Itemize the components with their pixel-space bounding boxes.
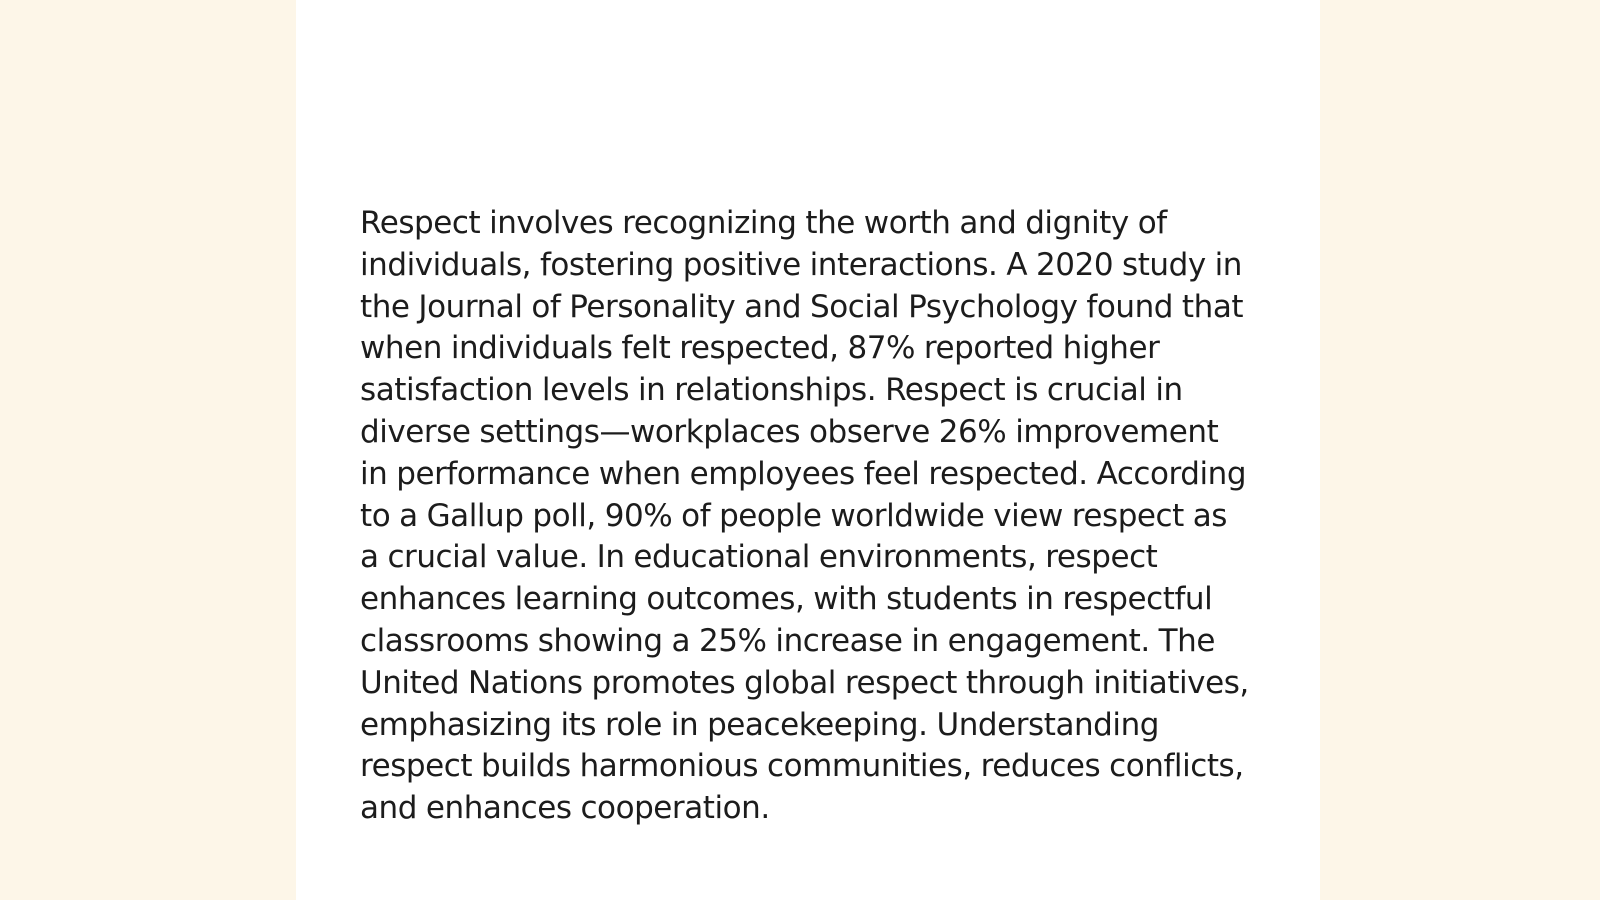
document-page xyxy=(296,0,1320,900)
article-paragraph: Respect involves recognizing the worth and dignity of individuals, fostering positive interactions. A 2020 study in the Journal of Personality and Social Psychology found that when individuals felt respected, 87% reported higher satisfaction levels in relationships. Respect is crucial in diverse settings—workplaces observe 26% improvement in performance when employees feel respected. According to a Gallup poll, 90% of people worldwide view respect as a crucial value. In educational environments, respect enhances learning outcomes, with students in respectful classrooms showing a 25% increase in engagement. The United Nations promotes global respect through initiatives, emphasizing its role in peacekeeping. Understanding respect builds harmonious communities, reduces conflicts, and enhances cooperation. xyxy=(360,205,1249,827)
